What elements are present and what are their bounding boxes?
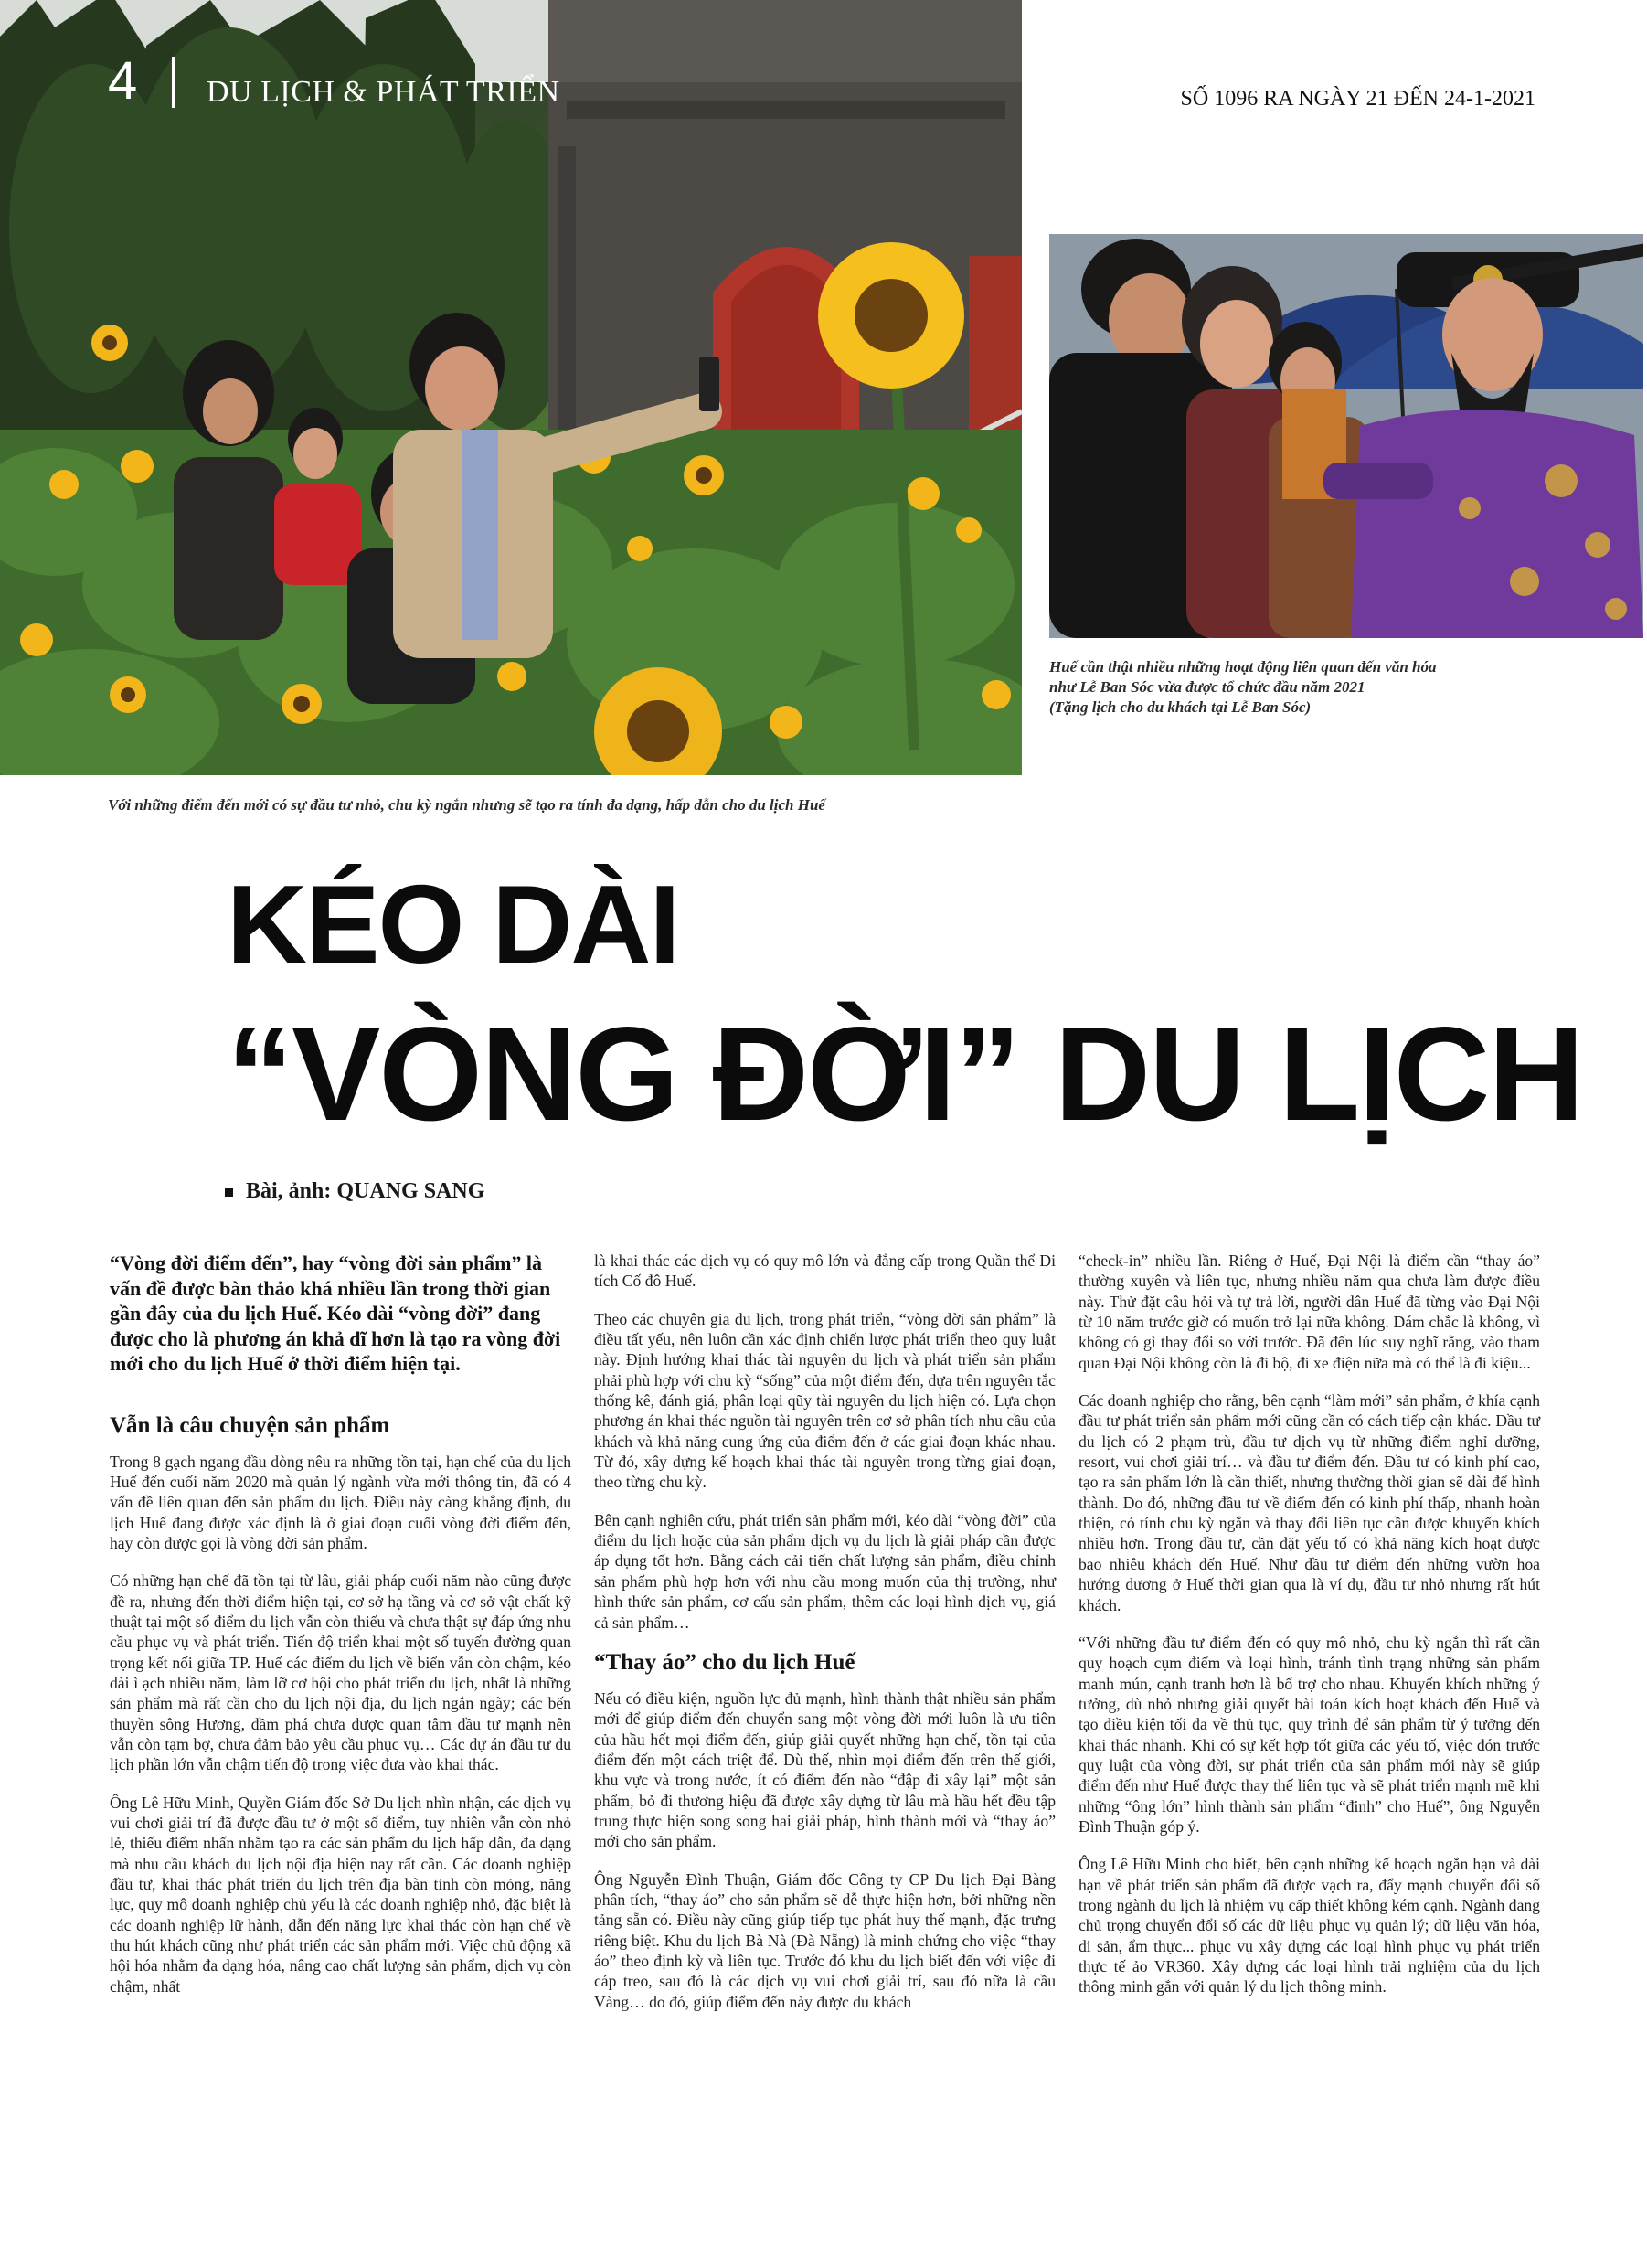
header-divider [172, 57, 175, 108]
article-column-2 [594, 1251, 1056, 2029]
paragraph: Ông Lê Hữu Minh, Quyền Giám đốc Sở Du lịch nhìn nhận, các dịch vụ vui chơi giải trí đã được đầu tư ở một số điểm, tuy nhiên vẫn còn nhỏ lẻ, thiếu điểm nhấn nhằm tạo ra các sản phẩm du lịch hấp dẫn, đa dạng mà nhu cầu khách du lịch nội địa hiện nay rất cần. Các doanh nghiệp đầu tư, khai thác phát triển du lịch trên địa bàn tỉnh còn mỏng, năng lực, quy mô doanh nghiệp chủ yếu là các doanh nghiệp nhỏ, đặc biệt là các doanh nghiệp lữ hành, dẫn đến năng lực khai thác còn hạn chế về thu hút khách cũng như phát triển các sản phẩm mới. Việc chủ động xã hội hóa nhằm đa dạng hóa, nâng cao chất lượng sản phẩm, dịch vụ còn chậm, nhất [110, 1793, 571, 1996]
article-lead: “Vòng đời điểm đến”, hay “vòng đời sản phẩm” là vấn đề được bàn thảo khá nhiều lần trong thời gian gần đây của du lịch Huế. Kéo dài “vòng đời” đang được cho là phương án khả dĩ hơn là tạo ra vòng đời mới cho du lịch Huế ở thời điểm hiện tại. [110, 1251, 561, 1375]
paragraph: là khai thác các dịch vụ có quy mô lớn và đẳng cấp trong Quần thể Di tích Cố đô Huế. [594, 1251, 1056, 1291]
paragraph: Có những hạn chế đã tồn tại từ lâu, giải pháp cuối năm nào cũng được đề ra, nhưng đến thời điểm hiện tại, cơ sở hạ tầng và cơ sở vật chất kỹ thuật tại một số điểm du lịch vẫn còn thiếu và chưa thật sự đáp ứng nhu cầu phục vụ và phát triển. Tiến độ triển khai một số tuyến đường quan trọng kết nối giữa TP. Huế các điểm du lịch về biển vẫn còn chậm, kéo dài ì ạch nhiều năm, làm lỡ cơ hội cho phát triển du lịch, nhất là những sản phẩm mà rất cần cho du lịch nội địa, du lịch ngắn ngày; các bến thuyền sông Hương, đầm phá chưa được quan tâm đầu tư mạnh nên vẫn còn tạm bợ, chưa đảm bảo yêu cầu phục vụ… Các dự án đầu tư du lịch phần lớn vẫn chậm tiến độ trong việc đưa vào khai thác. [110, 1571, 571, 1774]
headline [227, 862, 1583, 1148]
paragraph: Nếu có điều kiện, nguồn lực đủ mạnh, hình thành thật nhiều sản phẩm mới để giúp điểm đến chuyển sang một vòng đời mới luôn là ưu tiên của hầu hết mọi điểm đến, giúp giải quyết những hạn chế, tồn tại của điểm đến một cách triệt để. Dù thế, nhìn mọi điểm đến trên thế giới, khu vực và trong nước, ít có điểm đến nào “đập đi xây lại” một sản phẩm, bỏ đi thương hiệu đã được xây dựng từ lâu mà hầu hết đều tập trung thực hiện song song hai giải pháp, hình thành mới và “thay áo” mới cho sản phẩm. [594, 1688, 1056, 1851]
caption-line: Huế cần thật nhiều những hoạt động liên quan đến văn hóa [1049, 658, 1437, 676]
paragraph: Bên cạnh nghiên cứu, phát triển sản phẩm mới, kéo dài “vòng đời” của điểm du lịch hoặc của sản phẩm dịch vụ du lịch là giải pháp cần được áp dụng tốt hơn. Bằng cách cải tiến chất lượng sản phẩm, điều chỉnh sản phẩm phù hợp hơn với nhu cầu mong muốn của thị trường, như hình thức sản phẩm, cơ cấu sản phẩm, thêm các loại hình dịch vụ, giá cả sản phẩm… [594, 1510, 1056, 1632]
issue-info: SỐ 1096 RA NGÀY 21 ĐẾN 24-1-2021 [1180, 87, 1535, 111]
article-column-1 [110, 1251, 571, 2014]
page-number: 4 [108, 51, 138, 111]
paragraph: Các doanh nghiệp cho rằng, bên cạnh “làm mới” sản phẩm, ở khía cạnh đầu tư phát triển sản phẩm mới cũng cần có cách tiếp cận khác. Đầu tư du lịch có 2 phạm trù, đầu tư dịch vụ từ những điểm nghỉ dưỡng, resort, vui chơi giải trí… và đầu tư điểm đến. Đầu tư có kinh phí cao, tạo ra sản phẩm lớn là cần thiết, nhưng thường thời gian sẽ dài để hình thành. Do đó, những đầu tư về điểm đến có kinh phí thấp, nhanh hoàn thiện, có tính chu kỳ ngắn và thay đổi liên tục cần được khuyến khích nhiều hơn. Trong đầu tư, cần đặt yếu tố có khả năng kích hoạt được bao nhiêu khách đến Huế. Như đầu tư điểm đến những vườn hoa hướng dương ở Huế thời gian qua là ví dụ, đầu tư nhỏ nhưng rất hút khách. [1079, 1391, 1540, 1614]
section-heading: Vẫn là câu chuyện sản phẩm [110, 1412, 390, 1438]
article-column-3 [1079, 1251, 1540, 2015]
main-photo-caption: Với những điểm đến mới có sự đầu tư nhỏ, chu kỳ ngắn nhưng sẽ tạo ra tính đa dạng, hấp dẫn cho du lịch Huế [108, 796, 825, 814]
paragraph: Trong 8 gạch ngang đầu dòng nêu ra những tồn tại, hạn chế của du lịch Huế đến cuối năm 2020 mà quản lý ngành vừa mới thông tin, đã có 4 vấn đề liên quan đến sản phẩm du lịch. Điều này càng khẳng định, du lịch Huế đang được xác định là ở giai đoạn cuối vòng đời điểm đến, hay còn được gọi là vòng đời sản phẩm. [110, 1452, 571, 1552]
bullet-square-icon [225, 1188, 233, 1197]
byline [225, 1179, 484, 1204]
paragraph: Ông Nguyễn Đình Thuận, Giám đốc Công ty CP Du lịch Đại Bàng phân tích, “thay áo” cho sản phẩm sẽ dễ thực hiện hơn, bởi những nền tảng sẵn có. Điều này cũng giúp tiếp tục phát huy thế mạnh, đặc trưng riêng biệt. Khu du lịch Bà Nà (Đà Nẵng) là minh chứng cho việc “thay áo” theo định kỳ và liên tục. Trước đó khu du lịch biết đến với việc đi cáp treo, sau đó là các dịch vụ vui chơi giải trí, sau đó nữa là cầu Vàng… do đó, giúp điểm đến này được du khách [594, 1869, 1056, 2011]
side-photo [1049, 234, 1643, 638]
caption-line: như Lễ Ban Sóc vừa được tổ chức đầu năm 2021 [1049, 678, 1365, 697]
paragraph: “check-in” nhiều lần. Riêng ở Huế, Đại Nội là điểm cần “thay áo” thường xuyên và liên tục, nhưng nhiều năm qua chưa làm được điều này. Thử đặt câu hỏi và tự trả lời, người dân Huế đã từng vào Đại Nội từ 10 năm trước giờ có muốn trở lại nữa không. Dám chắc là không, vì không có gì thay đổi so với trước. Đã đến lúc suy nghĩ rằng, vào tham quan Đại Nội không còn là đi bộ, đi xe điện nữa mà có thể là đi kiệu... [1079, 1251, 1540, 1372]
section-heading: “Thay áo” cho du lịch Huế [594, 1649, 855, 1675]
caption-line: (Tặng lịch cho du khách tại Lễ Ban Sóc) [1049, 698, 1312, 717]
headline-line-2: “VÒNG ĐỜI” DU LỊCH [227, 999, 1583, 1148]
paragraph: Ông Lê Hữu Minh cho biết, bên cạnh những kế hoạch ngắn hạn và dài hạn về phát triển sản phẩm đã được vạch ra, đẩy mạnh chuyển đổi số trong ngành du lịch là nhiệm vụ cấp thiết không kém cạnh. Ngành đang chủ trọng chuyển đổi số các dữ liệu phục vụ quản lý; dữ liệu văn hóa, di sản, ẩm thực... phục vụ xây dựng các loại hình phục vụ phát triển thực tế ảo VR360. Xây dựng các loại hình trải nghiệm của du lịch thông minh gắn với quản lý du lịch thông minh. [1079, 1855, 1540, 1996]
byline-text: Bài, ảnh: QUANG SANG [246, 1179, 485, 1203]
section-title: DU LỊCH & PHÁT TRIỂN [207, 75, 560, 109]
paragraph: “Với những đầu tư điểm đến có quy mô nhỏ, chu kỳ ngắn thì rất cần quy hoạch cụm điểm và loại hình, tránh tình trạng những sản phẩm manh mún, cạnh tranh hơn là bổ trợ cho nhau. Khuyến khích những ý tưởng, dù nhỏ nhưng giải quyết bài toán kích hoạt khách đến Huế và tạo điều kiện tối đa về thủ tục, quy trình để sản phẩm từ ý tưởng đến khai thác nhanh. Khi có sự kết hợp tốt giữa các yếu tố, việc đón trước quy luật của vòng đời, sự phát triển của sản phẩm mới này sẽ giúp điểm đến như Huế được thay thế liên tục và sẽ phát triển mạnh mẽ khi những “ông lớn” hình thành sản phẩm “đinh” cho Huế”, ông Nguyễn Đình Thuận góp ý. [1079, 1633, 1540, 1836]
headline-line-1: KÉO DÀI [227, 862, 679, 986]
side-photo-caption [1049, 657, 1506, 718]
paragraph: Theo các chuyên gia du lịch, trong phát triển, “vòng đời sản phẩm” là điều tất yếu, nên luôn cần xác định chiến lược phát triển theo quy luật này. Định hướng khai thác tài nguyên du lịch và phát triển sản phẩm phải phù hợp với chu kỳ “sống” của một điểm đến, dựa trên nguyên tắc thống kê, đánh giá, phân loại qũy tài nguyên du lịch hiện có. Lựa chọn phương án khai thác nguồn tài nguyên trên cơ sở phân tích nhu cầu của khách và khả năng cung ứng của điểm đến ở các giai đoạn khác nhau. Từ đó, xây dựng kế hoạch khai thác tài nguyên trong từng giai đoạn, theo từng chu kỳ. [594, 1309, 1056, 1492]
main-photo [0, 0, 1022, 775]
